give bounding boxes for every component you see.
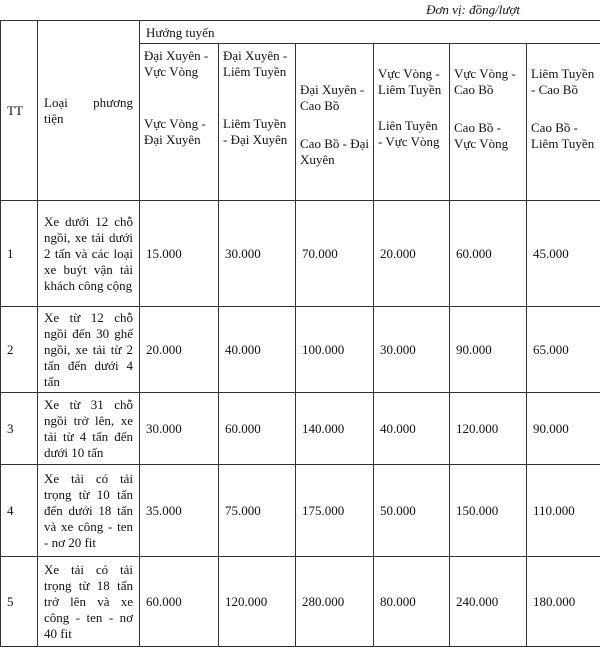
fee-cell: 120.000 [219, 557, 296, 647]
row-vehicle-type: Xe tải có tải trọng từ 18 tấn trở lên và xe công - ten - nơ 40 fit [38, 557, 140, 647]
fee-cell: 90.000 [527, 393, 600, 465]
fee-cell: 80.000 [374, 557, 450, 647]
fee-cell: 175.000 [296, 465, 374, 557]
header-vehicle-type: Loại phương tiện [38, 21, 140, 201]
fee-cell: 60.000 [140, 557, 219, 647]
fee-cell: 20.000 [140, 307, 219, 393]
table-row [1, 465, 600, 557]
route-header: Đại Xuyên - Liêm Tuyền Liêm Tuyền - Đại Xuyên [219, 44, 296, 201]
fee-cell: 280.000 [296, 557, 374, 647]
row-vehicle-type: Xe từ 12 chỗ ngồi đến 30 ghế ngồi, xe tải từ 2 tấn đến dưới 4 tấn [38, 307, 140, 393]
header-tt: TT [1, 21, 38, 201]
fee-cell: 60.000 [450, 201, 527, 307]
row-tt: 4 [1, 465, 38, 557]
row-vehicle-type: Xe dưới 12 chỗ ngồi, xe tải dưới 2 tấn và các loại xe buýt vận tải khách công cộng [38, 201, 140, 307]
route-header: Đại Xuyên - Cao Bồ Cao Bồ - Đại Xuyên [296, 44, 374, 201]
fee-cell: 150.000 [450, 465, 527, 557]
fee-cell: 60.000 [219, 393, 296, 465]
fee-cell: 75.000 [219, 465, 296, 557]
fee-cell: 110.000 [527, 465, 600, 557]
fee-cell: 180.000 [527, 557, 600, 647]
fee-cell: 15.000 [140, 201, 219, 307]
row-tt: 5 [1, 557, 38, 647]
fee-cell: 100.000 [296, 307, 374, 393]
row-tt: 1 [1, 201, 38, 307]
fee-table [0, 20, 600, 647]
fee-cell: 70.000 [296, 201, 374, 307]
table-row [1, 307, 600, 393]
fee-cell: 35.000 [140, 465, 219, 557]
fee-cell: 140.000 [296, 393, 374, 465]
fee-cell: 20.000 [374, 201, 450, 307]
fee-cell: 120.000 [450, 393, 527, 465]
fee-cell: 30.000 [219, 201, 296, 307]
table-row [1, 557, 600, 647]
fee-cell: 40.000 [219, 307, 296, 393]
route-header: Vực Vòng - Liêm Tuyền Liên Tuyên - Vực Vòng [374, 44, 450, 201]
header-route-group: Hướng tuyến [140, 21, 600, 44]
fee-cell: 30.000 [140, 393, 219, 465]
row-vehicle-type: Xe tải có tải trọng từ 10 tấn đến dưới 18 tấn và xe công - ten - nơ 20 fit [38, 465, 140, 557]
route-header: Đại Xuyên - Vực Vòng Vực Vòng - Đại Xuyên [140, 44, 219, 201]
table-row [1, 201, 600, 307]
row-tt: 3 [1, 393, 38, 465]
fee-cell: 65.000 [527, 307, 600, 393]
fee-cell: 45.000 [527, 201, 600, 307]
fee-cell: 40.000 [374, 393, 450, 465]
row-tt: 2 [1, 307, 38, 393]
route-header: Liêm Tuyền - Cao Bồ Cao Bồ - Liêm Tuyền [527, 44, 600, 201]
fee-cell: 90.000 [450, 307, 527, 393]
fee-cell: 30.000 [374, 307, 450, 393]
fee-cell: 50.000 [374, 465, 450, 557]
unit-note: Đơn vị: đồng/lượt [426, 2, 520, 18]
route-header: Vực Vòng - Cao Bồ Cao Bồ - Vực Vòng [450, 44, 527, 201]
fee-cell: 240.000 [450, 557, 527, 647]
table-row [1, 393, 600, 465]
row-vehicle-type: Xe từ 31 chỗ ngồi trở lên, xe tải từ 4 tấn đến dưới 10 tấn [38, 393, 140, 465]
